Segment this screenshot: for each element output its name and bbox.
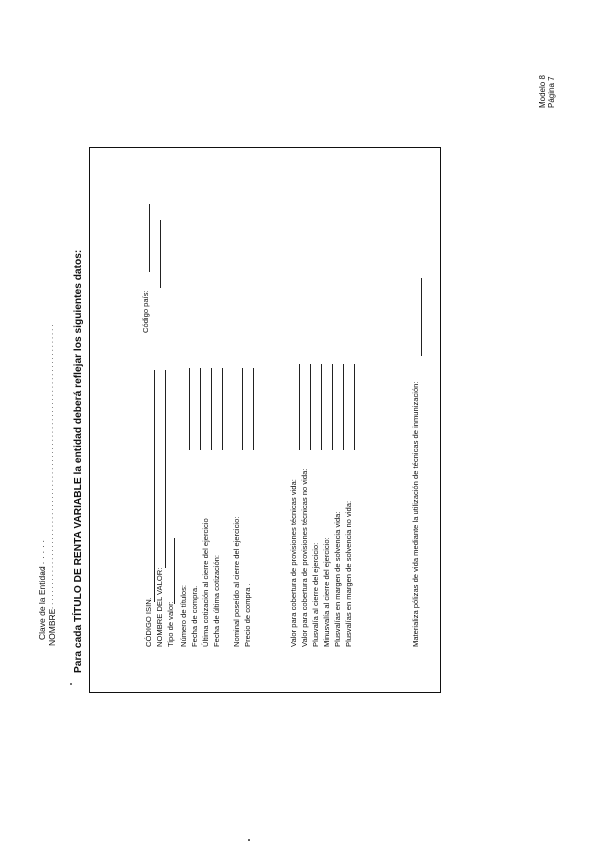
solvency-non-life-field[interactable] [354, 364, 355, 450]
instruction-text: Para cada TÍTULO DE RENTA VARIABLE la entidad deberá reflejar los siguientes datos: [73, 249, 84, 673]
name-dots: . . . . . . . . . . . . . . . . . . . . . . . . . . . . . . . . . . . . . . . . . . . . . . . . . . . . . . . . . . . . . . . . . . . . . . . . [48, 324, 55, 617]
value-name-field[interactable] [165, 370, 166, 568]
last-quote-date-label: Fecha de última cotización: [212, 554, 221, 647]
page-number: Página 7 [547, 76, 556, 108]
name-label: NOMBRE [47, 608, 57, 646]
solvency-non-life-label: Plusvalías en margen de solvencia no vida: [344, 500, 353, 647]
purchase-date-label: Fecha de compra. [190, 585, 199, 647]
life-coverage-field[interactable] [299, 364, 300, 450]
country-code-field-2[interactable] [160, 220, 161, 288]
purchase-date-field[interactable] [200, 368, 201, 450]
loss-label: Minusvalía al cierre del ejercicio: [322, 537, 331, 647]
loss-field[interactable] [332, 364, 333, 450]
life-coverage-label: Valor para cobertura de provisiones técnicas vida: [289, 479, 298, 647]
purchase-price-field[interactable] [253, 368, 254, 450]
solvency-life-label: Plusvalías en margen de solvencia vida: [333, 511, 342, 647]
titles-count-field[interactable] [189, 368, 190, 450]
bullet-mark [70, 683, 72, 685]
purchase-price-label: Precio de compra . [243, 583, 252, 647]
non-life-coverage-field[interactable] [310, 364, 311, 450]
country-code-field[interactable] [149, 204, 150, 272]
gain-label: Plusvalía al cierre del ejercicio: [311, 542, 320, 647]
titles-count-label: Número de títulos: [179, 584, 188, 647]
last-quote-field[interactable] [211, 368, 212, 450]
isin-label: CÓDIGO ISIN. [144, 597, 153, 647]
gain-field[interactable] [321, 364, 322, 450]
model-number: Modelo 8 [538, 75, 547, 108]
nominal-label: Nominal poseído al cierre del ejercicio: [232, 516, 241, 647]
value-type-label: Tipo de valor: [166, 601, 175, 647]
solvency-life-field[interactable] [343, 364, 344, 450]
entity-key-dots: . . . . . . . [37, 539, 46, 575]
immunization-label: Materializa pólizas de vida mediante la utilización de técnicas de inmunización: [411, 381, 420, 647]
immunization-field[interactable] [421, 278, 422, 356]
value-type-field[interactable] [174, 538, 175, 604]
scan-speck [248, 839, 250, 841]
non-life-coverage-label: Valor para cobertura de provisiones técnicas no vida: [300, 468, 309, 647]
form-box [89, 147, 441, 693]
country-code-label: Código país: [141, 290, 150, 333]
entity-key-label: Clave de la Entidad [37, 566, 47, 640]
last-quote-date-field[interactable] [222, 368, 223, 450]
value-name-label: NOMBRE DEL VALOR: [155, 567, 164, 647]
nominal-field[interactable] [242, 368, 243, 450]
last-quote-label: Última cotización al cierre del ejercicio [201, 518, 210, 647]
